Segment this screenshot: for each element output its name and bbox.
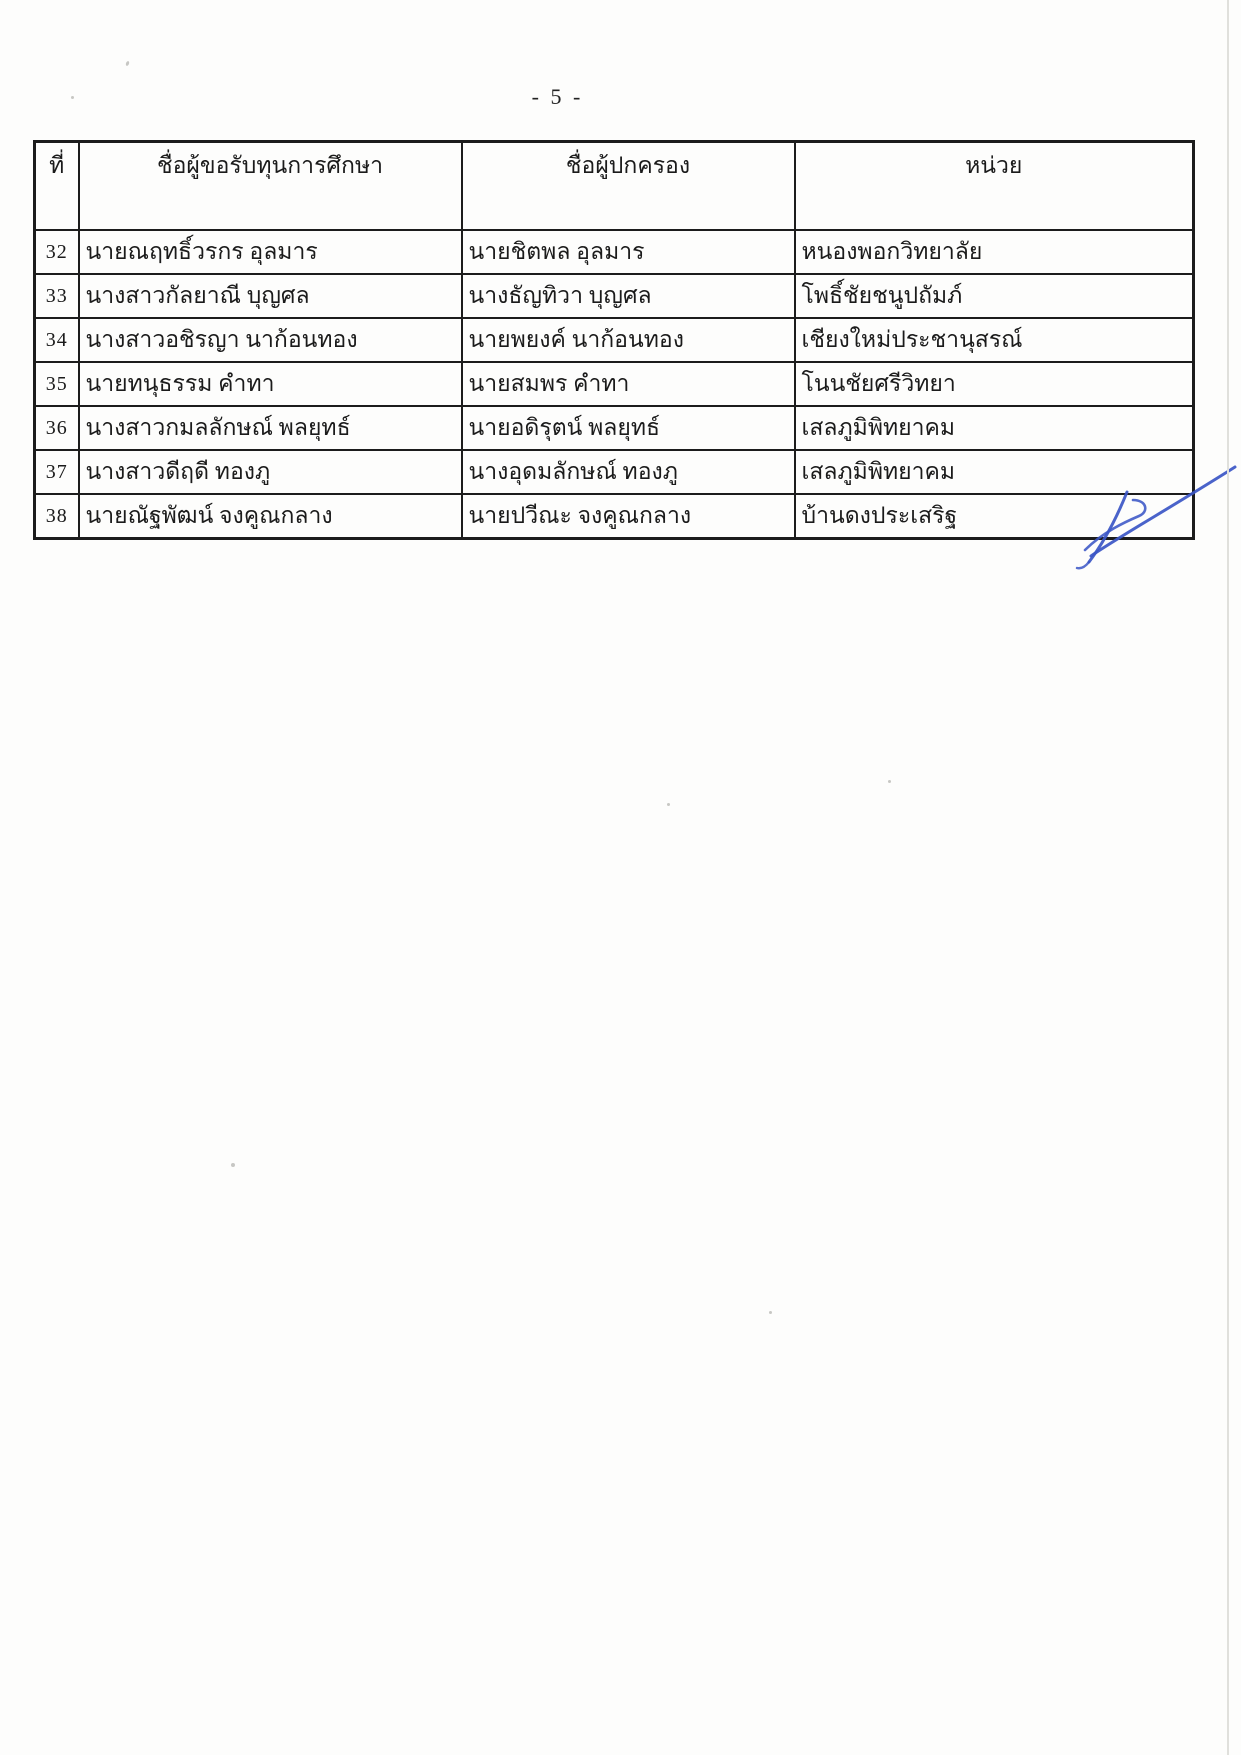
cell-applicant: นายณัฐพัฒน์ จงคูณกลาง [79, 494, 462, 539]
cell-guardian: นายชิตพล อุลมาร [462, 230, 795, 274]
cell-no: 36 [35, 406, 79, 450]
header-applicant: ชื่อผู้ขอรับทุนการศึกษา [79, 142, 462, 231]
table-row [35, 494, 1194, 539]
table-row [35, 362, 1194, 406]
scholarship-table-header [35, 142, 1194, 231]
scan-speck [667, 803, 670, 806]
table-row [35, 450, 1194, 494]
cell-no: 35 [35, 362, 79, 406]
header-unit: หน่วย [795, 142, 1194, 231]
scan-speck [888, 780, 891, 783]
header-row [35, 142, 1194, 231]
cell-applicant: นางสาวกัลยาณี บุญศล [79, 274, 462, 318]
cell-guardian: นายอดิรุตน์ พลยุทธ์ [462, 406, 795, 450]
scan-page-edge [1227, 0, 1229, 1755]
cell-unit: เสลภูมิพิทยาคม [795, 406, 1194, 450]
cell-applicant: นางสาวดีฤดี ทองภู [79, 450, 462, 494]
cell-no: 32 [35, 230, 79, 274]
scan-speck [125, 61, 130, 67]
cell-guardian: นางอุดมลักษณ์ ทองภู [462, 450, 795, 494]
cell-applicant: นายณฤทธิ์วรกร อุลมาร [79, 230, 462, 274]
cell-no: 33 [35, 274, 79, 318]
table-row [35, 274, 1194, 318]
cell-applicant: นางสาวอชิรญา นาก้อนทอง [79, 318, 462, 362]
cell-no: 34 [35, 318, 79, 362]
scan-speck [71, 96, 74, 99]
header-guardian: ชื่อผู้ปกครอง [462, 142, 795, 231]
cell-guardian: นายพยงค์ นาก้อนทอง [462, 318, 795, 362]
cell-no: 38 [35, 494, 79, 539]
scholarship-table [33, 140, 1195, 540]
cell-applicant: นายทนุธรรม คำทา [79, 362, 462, 406]
scan-speck [231, 1163, 235, 1167]
table-row [35, 230, 1194, 274]
table-row [35, 406, 1194, 450]
cell-unit: เชียงใหม่ประชานุสรณ์ [795, 318, 1194, 362]
cell-unit: โนนชัยศรีวิทยา [795, 362, 1194, 406]
scholarship-table-body [35, 230, 1194, 539]
cell-unit: บ้านดงประเสริฐ [795, 494, 1194, 539]
table-row [35, 318, 1194, 362]
cell-guardian: นายสมพร คำทา [462, 362, 795, 406]
cell-unit: หนองพอกวิทยาลัย [795, 230, 1194, 274]
page-number: - 5 - [531, 84, 584, 109]
cell-guardian: นางธัญทิวา บุญศล [462, 274, 795, 318]
cell-no: 37 [35, 450, 79, 494]
cell-unit: เสลภูมิพิทยาคม [795, 450, 1194, 494]
cell-applicant: นางสาวกมลลักษณ์ พลยุทธ์ [79, 406, 462, 450]
cell-guardian: นายปวีณะ จงคูณกลาง [462, 494, 795, 539]
scan-speck [769, 1311, 772, 1314]
header-no: ที่ [35, 142, 79, 231]
cell-unit: โพธิ์ชัยชนูปถัมภ์ [795, 274, 1194, 318]
